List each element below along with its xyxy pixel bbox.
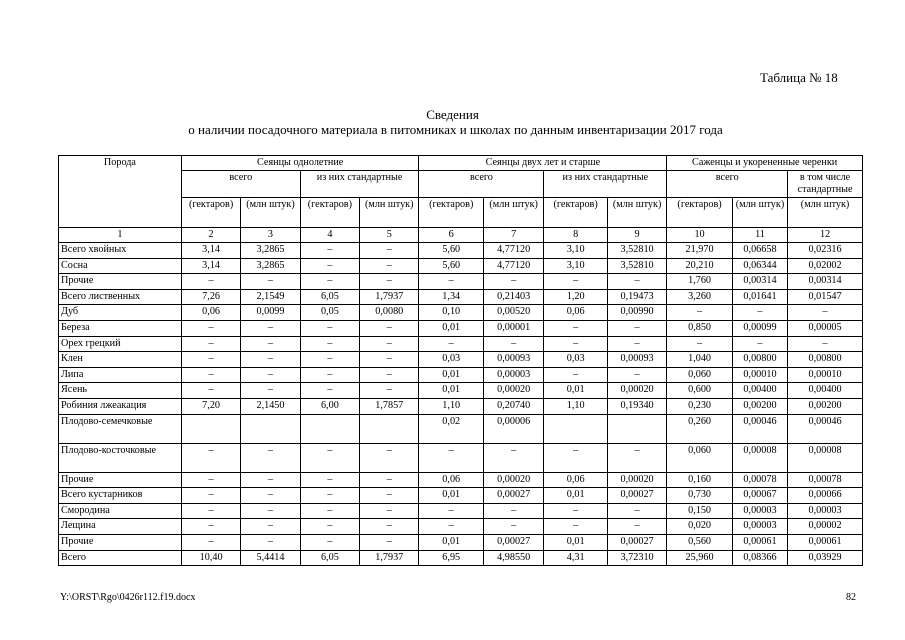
table-row xyxy=(59,472,863,488)
unit-mln: (млн штук) xyxy=(360,197,419,227)
row-species-name: Береза xyxy=(59,321,182,337)
table-cell xyxy=(544,414,608,443)
table-cell: – xyxy=(544,321,608,337)
table-cell: 0,06 xyxy=(419,472,484,488)
table-cell: – xyxy=(300,519,359,535)
table-cell: 0,260 xyxy=(667,414,733,443)
table-cell: 0,01 xyxy=(419,535,484,551)
table-cell: 0,060 xyxy=(667,443,733,472)
unit-ha: (гектаров) xyxy=(300,197,359,227)
table-cell: 0,00020 xyxy=(483,383,543,399)
header-incl-standard-g3: в том числе стандартные xyxy=(788,170,863,197)
column-number: 11 xyxy=(732,227,787,243)
table-cell: 0,160 xyxy=(667,472,733,488)
table-cell: – xyxy=(241,321,300,337)
table-cell: 0,03929 xyxy=(788,550,863,566)
table-cell: 0,08366 xyxy=(732,550,787,566)
unit-mln: (млн штук) xyxy=(483,197,543,227)
table-cell: – xyxy=(241,472,300,488)
column-number: 3 xyxy=(241,227,300,243)
table-cell: 0,02316 xyxy=(788,243,863,259)
table-cell: 0,00003 xyxy=(732,519,787,535)
table-cell: – xyxy=(360,352,419,368)
table-cell: 0,00200 xyxy=(788,399,863,415)
table-cell: 3,260 xyxy=(667,289,733,305)
table-cell: – xyxy=(241,274,300,290)
table-row xyxy=(59,336,863,352)
column-number: 7 xyxy=(483,227,543,243)
table-cell: – xyxy=(241,336,300,352)
table-cell xyxy=(607,414,666,443)
table-cell xyxy=(360,414,419,443)
table-row xyxy=(59,367,863,383)
table-cell: 0,06658 xyxy=(732,243,787,259)
table-cell: – xyxy=(607,443,666,472)
table-cell: – xyxy=(300,503,359,519)
table-cell: 0,00990 xyxy=(607,305,666,321)
table-cell: 7,26 xyxy=(181,289,240,305)
table-cell: 3,52810 xyxy=(607,243,666,259)
table-cell: 0,03 xyxy=(419,352,484,368)
table-cell: – xyxy=(788,305,863,321)
table-cell: 0,10 xyxy=(419,305,484,321)
table-row xyxy=(59,535,863,551)
table-cell: – xyxy=(607,367,666,383)
table-cell: 4,98550 xyxy=(483,550,543,566)
table-cell: – xyxy=(419,274,484,290)
table-cell: – xyxy=(544,274,608,290)
column-number: 8 xyxy=(544,227,608,243)
column-number-row xyxy=(59,227,863,243)
unit-mln: (млн штук) xyxy=(732,197,787,227)
table-cell: – xyxy=(181,321,240,337)
table-cell: 1,760 xyxy=(667,274,733,290)
table-cell: – xyxy=(732,305,787,321)
table-cell: 0,06 xyxy=(544,472,608,488)
row-species-name: Лещина xyxy=(59,519,182,535)
table-cell: 0,20740 xyxy=(483,399,543,415)
row-species-name: Робиния лжеакация xyxy=(59,399,182,415)
column-number: 10 xyxy=(667,227,733,243)
table-cell: 0,00001 xyxy=(483,321,543,337)
table-cell: – xyxy=(300,367,359,383)
table-cell: 0,00520 xyxy=(483,305,543,321)
table-cell: 0,730 xyxy=(667,488,733,504)
table-cell: 0,00061 xyxy=(732,535,787,551)
table-cell: 0,00027 xyxy=(607,488,666,504)
table-cell: 0,00005 xyxy=(788,321,863,337)
row-species-name: Всего лиственных xyxy=(59,289,182,305)
table-cell: – xyxy=(360,274,419,290)
table-cell: – xyxy=(241,488,300,504)
table-cell: – xyxy=(544,443,608,472)
table-cell: – xyxy=(544,336,608,352)
table-cell: – xyxy=(360,243,419,259)
table-cell: 5,4414 xyxy=(241,550,300,566)
column-number: 4 xyxy=(300,227,359,243)
table-cell: 20,210 xyxy=(667,258,733,274)
table-cell: 0,00400 xyxy=(732,383,787,399)
row-species-name: Сосна xyxy=(59,258,182,274)
table-cell: – xyxy=(300,443,359,472)
table-cell: – xyxy=(300,472,359,488)
table-cell: – xyxy=(360,488,419,504)
table-cell: 0,0099 xyxy=(241,305,300,321)
table-cell: 6,05 xyxy=(300,550,359,566)
column-number: 2 xyxy=(181,227,240,243)
document-title-block xyxy=(0,107,905,137)
row-species-name: Всего хвойных xyxy=(59,243,182,259)
table-cell xyxy=(300,414,359,443)
table-cell: – xyxy=(544,503,608,519)
table-cell: 1,7937 xyxy=(360,289,419,305)
table-cell: – xyxy=(667,305,733,321)
table-cell: 1,040 xyxy=(667,352,733,368)
table-cell: – xyxy=(483,336,543,352)
page-number: 82 xyxy=(846,592,856,603)
column-number: 9 xyxy=(607,227,666,243)
header-group-seedlings-2yr: Сеянцы двух лет и старше xyxy=(419,156,667,171)
row-species-name: Прочие xyxy=(59,535,182,551)
row-species-name: Всего кустарников xyxy=(59,488,182,504)
table-cell: 0,00093 xyxy=(607,352,666,368)
table-cell xyxy=(241,414,300,443)
table-cell: – xyxy=(360,258,419,274)
row-species-name: Дуб xyxy=(59,305,182,321)
footer-file-path: Y:\ORST\Rgo\0426r112.f19.docx xyxy=(60,592,196,603)
table-cell: – xyxy=(181,352,240,368)
table-cell: 0,00008 xyxy=(732,443,787,472)
table-cell: 7,20 xyxy=(181,399,240,415)
table-cell: – xyxy=(483,519,543,535)
table-cell: 3,14 xyxy=(181,243,240,259)
row-species-name: Клен xyxy=(59,352,182,368)
table-cell: 3,2865 xyxy=(241,258,300,274)
table-cell: 0,600 xyxy=(667,383,733,399)
table-cell: 0,03 xyxy=(544,352,608,368)
table-row xyxy=(59,274,863,290)
table-cell: 1,20 xyxy=(544,289,608,305)
table-cell: 0,01641 xyxy=(732,289,787,305)
table-cell: 0,00314 xyxy=(732,274,787,290)
header-group-seedlings-1yr: Сеянцы однолетние xyxy=(181,156,419,171)
table-cell: 0,150 xyxy=(667,503,733,519)
table-cell: – xyxy=(300,336,359,352)
unit-ha: (гектаров) xyxy=(181,197,240,227)
table-cell: 10,40 xyxy=(181,550,240,566)
table-cell: 0,21403 xyxy=(483,289,543,305)
table-cell: 3,72310 xyxy=(607,550,666,566)
table-cell: – xyxy=(241,352,300,368)
row-species-name: Всего xyxy=(59,550,182,566)
table-cell: – xyxy=(483,503,543,519)
table-cell: 0,00027 xyxy=(483,488,543,504)
table-cell: – xyxy=(300,243,359,259)
header-group-saplings: Саженцы и укорененные черенки xyxy=(667,156,863,171)
header-total-g1: всего xyxy=(181,170,300,197)
table-cell: 0,01 xyxy=(419,367,484,383)
table-cell: 1,34 xyxy=(419,289,484,305)
table-header xyxy=(59,156,863,243)
table-cell: 0,00200 xyxy=(732,399,787,415)
table-row xyxy=(59,399,863,415)
header-poroda: Порода xyxy=(59,156,182,228)
table-cell: 3,2865 xyxy=(241,243,300,259)
table-cell: – xyxy=(360,367,419,383)
table-cell: 1,7857 xyxy=(360,399,419,415)
inventory-table xyxy=(58,155,863,566)
table-cell: 0,02002 xyxy=(788,258,863,274)
table-cell: – xyxy=(607,503,666,519)
unit-ha: (гектаров) xyxy=(419,197,484,227)
table-cell: 0,19340 xyxy=(607,399,666,415)
table-cell: – xyxy=(360,503,419,519)
table-cell: – xyxy=(241,443,300,472)
table-cell: 0,00061 xyxy=(788,535,863,551)
table-cell: – xyxy=(181,443,240,472)
document-title: Сведения xyxy=(426,107,479,122)
table-cell: 0,01 xyxy=(419,321,484,337)
table-cell: – xyxy=(483,443,543,472)
row-species-name: Липа xyxy=(59,367,182,383)
table-cell: – xyxy=(607,336,666,352)
table-cell: 0,00003 xyxy=(483,367,543,383)
table-cell: 0,00027 xyxy=(607,535,666,551)
header-standard-g2: из них стандартные xyxy=(544,170,667,197)
row-species-name: Плодово-семечковые xyxy=(59,414,182,443)
table-row xyxy=(59,550,863,566)
row-species-name: Орех грецкий xyxy=(59,336,182,352)
table-cell: 0,00020 xyxy=(607,383,666,399)
table-cell: – xyxy=(181,472,240,488)
header-row-groups xyxy=(59,156,863,171)
table-cell: 0,19473 xyxy=(607,289,666,305)
table-cell: – xyxy=(419,519,484,535)
table-cell: – xyxy=(360,472,419,488)
table-cell: 0,05 xyxy=(300,305,359,321)
table-cell: 0,00008 xyxy=(788,443,863,472)
table-cell: – xyxy=(300,274,359,290)
table-cell: – xyxy=(241,367,300,383)
table-cell: 4,77120 xyxy=(483,258,543,274)
table-cell: – xyxy=(300,352,359,368)
table-cell: – xyxy=(360,336,419,352)
header-total-g2: всего xyxy=(419,170,544,197)
row-species-name: Прочие xyxy=(59,472,182,488)
column-number: 5 xyxy=(360,227,419,243)
table-cell: 5,60 xyxy=(419,243,484,259)
table-cell: 0,0080 xyxy=(360,305,419,321)
table-cell: 0,00010 xyxy=(788,367,863,383)
table-cell: – xyxy=(607,274,666,290)
table-cell: 6,95 xyxy=(419,550,484,566)
table-cell: – xyxy=(360,321,419,337)
table-cell: 0,01 xyxy=(544,383,608,399)
table-cell: 6,05 xyxy=(300,289,359,305)
table-cell: 0,060 xyxy=(667,367,733,383)
table-cell: 1,10 xyxy=(544,399,608,415)
row-species-name: Прочие xyxy=(59,274,182,290)
table-cell: – xyxy=(360,519,419,535)
table-cell: 0,00002 xyxy=(788,519,863,535)
table-cell: – xyxy=(181,488,240,504)
table-row xyxy=(59,503,863,519)
table-cell: 0,01547 xyxy=(788,289,863,305)
table-cell: 0,00020 xyxy=(607,472,666,488)
header-total-g3: всего xyxy=(667,170,788,197)
table-cell: 0,06344 xyxy=(732,258,787,274)
table-cell: 3,10 xyxy=(544,243,608,259)
table-cell: 0,00800 xyxy=(732,352,787,368)
table-cell: – xyxy=(181,336,240,352)
unit-ha: (гектаров) xyxy=(667,197,733,227)
table-cell: – xyxy=(788,336,863,352)
unit-mln: (млн штук) xyxy=(607,197,666,227)
table-cell: 0,00093 xyxy=(483,352,543,368)
table-cell: 1,10 xyxy=(419,399,484,415)
table-cell: 21,970 xyxy=(667,243,733,259)
table-row xyxy=(59,321,863,337)
table-cell: 0,020 xyxy=(667,519,733,535)
table-cell: 0,00010 xyxy=(732,367,787,383)
table-cell: – xyxy=(732,336,787,352)
table-cell: 2,1450 xyxy=(241,399,300,415)
table-cell: 0,230 xyxy=(667,399,733,415)
unit-mln-inline: (млн штук) xyxy=(788,197,863,227)
table-cell: – xyxy=(241,535,300,551)
table-cell: 0,01 xyxy=(419,383,484,399)
table-cell: – xyxy=(419,443,484,472)
row-species-name: Плодово-косточковые xyxy=(59,443,182,472)
table-cell: – xyxy=(419,503,484,519)
table-cell: 0,00400 xyxy=(788,383,863,399)
table-cell: 0,01 xyxy=(544,535,608,551)
table-cell: 0,00046 xyxy=(788,414,863,443)
table-cell: 0,00006 xyxy=(483,414,543,443)
table-cell: 0,01 xyxy=(419,488,484,504)
table-number: Таблица № 18 xyxy=(760,70,838,85)
table-cell: – xyxy=(300,383,359,399)
table-row xyxy=(59,414,863,443)
row-species-name: Смородина xyxy=(59,503,182,519)
table-cell: – xyxy=(300,535,359,551)
table-cell: 0,560 xyxy=(667,535,733,551)
column-number: 6 xyxy=(419,227,484,243)
table-cell: – xyxy=(360,383,419,399)
table-cell: – xyxy=(607,519,666,535)
unit-mln: (млн штук) xyxy=(241,197,300,227)
table-row xyxy=(59,519,863,535)
table-cell: 0,06 xyxy=(181,305,240,321)
table-cell: 0,00800 xyxy=(788,352,863,368)
header-standard-g1: из них стандартные xyxy=(300,170,419,197)
table-cell: – xyxy=(300,321,359,337)
table-cell: 0,00046 xyxy=(732,414,787,443)
table-row xyxy=(59,258,863,274)
table-cell: 0,00078 xyxy=(788,472,863,488)
table-cell: – xyxy=(544,519,608,535)
table-row xyxy=(59,305,863,321)
table-cell: – xyxy=(181,503,240,519)
table-cell: 0,01 xyxy=(544,488,608,504)
table-cell: 4,77120 xyxy=(483,243,543,259)
table-row xyxy=(59,352,863,368)
table-cell: 1,7937 xyxy=(360,550,419,566)
table-cell: – xyxy=(360,535,419,551)
table-cell xyxy=(181,414,240,443)
table-cell: – xyxy=(241,503,300,519)
table-cell: 0,00027 xyxy=(483,535,543,551)
table-cell: – xyxy=(300,488,359,504)
table-row xyxy=(59,488,863,504)
column-number: 1 xyxy=(59,227,182,243)
table-cell: – xyxy=(607,321,666,337)
table-cell: 3,14 xyxy=(181,258,240,274)
unit-ha: (гектаров) xyxy=(544,197,608,227)
document-subtitle: о наличии посадочного материала в питомниках и школах по данным инвентаризации 2017 года xyxy=(188,122,723,137)
table-cell: – xyxy=(544,367,608,383)
table-cell: 0,00066 xyxy=(788,488,863,504)
table-cell: 6,00 xyxy=(300,399,359,415)
table-cell: – xyxy=(241,383,300,399)
table-cell: 0,06 xyxy=(544,305,608,321)
table-cell: 0,00099 xyxy=(732,321,787,337)
table-cell: – xyxy=(241,519,300,535)
table-cell: 4,31 xyxy=(544,550,608,566)
table-cell: 0,00003 xyxy=(788,503,863,519)
table-cell: – xyxy=(181,367,240,383)
table-row xyxy=(59,289,863,305)
table-cell: – xyxy=(181,383,240,399)
table-cell: – xyxy=(181,519,240,535)
table-cell: – xyxy=(483,274,543,290)
table-cell: – xyxy=(181,535,240,551)
table-cell: 0,02 xyxy=(419,414,484,443)
table-row xyxy=(59,383,863,399)
table-cell: 25,960 xyxy=(667,550,733,566)
table-cell: 3,52810 xyxy=(607,258,666,274)
table-cell: – xyxy=(300,258,359,274)
table-cell: – xyxy=(667,336,733,352)
table-cell: – xyxy=(360,443,419,472)
table-cell: 0,850 xyxy=(667,321,733,337)
table-cell: 0,00003 xyxy=(732,503,787,519)
column-number: 12 xyxy=(788,227,863,243)
table-cell: 0,00020 xyxy=(483,472,543,488)
table-cell: 0,00078 xyxy=(732,472,787,488)
table-row xyxy=(59,243,863,259)
row-species-name: Ясень xyxy=(59,383,182,399)
table-cell: 5,60 xyxy=(419,258,484,274)
table-cell: – xyxy=(419,336,484,352)
table-cell: 2,1549 xyxy=(241,289,300,305)
table-body xyxy=(59,243,863,566)
table-cell: 0,00314 xyxy=(788,274,863,290)
table-cell: 3,10 xyxy=(544,258,608,274)
table-cell: – xyxy=(181,274,240,290)
table-row xyxy=(59,443,863,472)
table-cell: 0,00067 xyxy=(732,488,787,504)
